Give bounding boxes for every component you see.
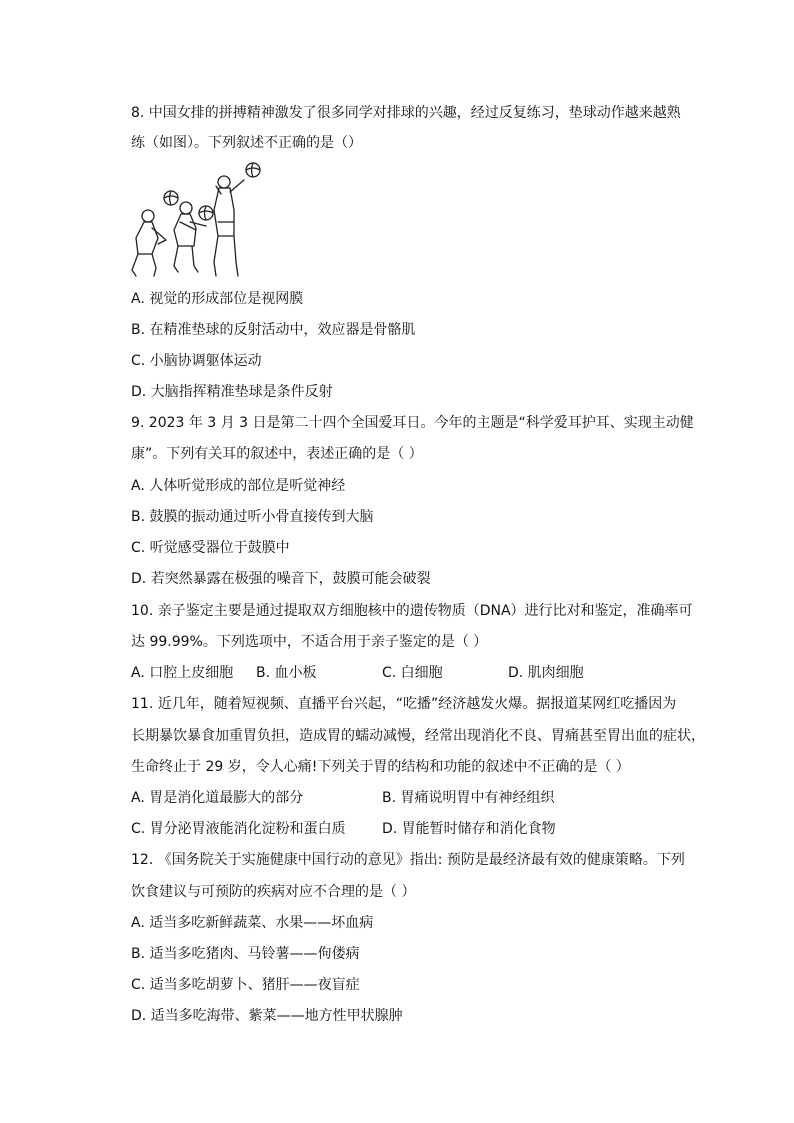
question-9-choice-a: A. 人体听觉形成的部位是听觉神经	[131, 478, 346, 494]
question-8-choice-a: A. 视觉的形成部位是视网膜	[131, 291, 304, 307]
question-10-choice-d: D. 肌肉细胞	[508, 665, 584, 681]
question-10-choice-b: B. 血小板	[256, 665, 317, 681]
question-10-line-2: 达 99.99%。下列选项中，不适合用于亲子鉴定的是（ ）	[131, 634, 488, 650]
question-12-choice-d: D. 适当多吃海带、紫菜——地方性甲状腺肿	[131, 1008, 403, 1024]
question-12-line-1: 12. 《国务院关于实施健康中国行动的意见》指出: 预防是最经济最有效的健康策略。下列	[131, 852, 685, 868]
question-10-choice-a: A. 口腔上皮细胞	[131, 665, 234, 681]
volleyball-icon	[199, 206, 213, 220]
question-9-choice-c: C. 听觉感受器位于鼓膜中	[131, 540, 290, 556]
question-12-choice-a: A. 适当多吃新鲜蔬菜、水果——坏血病	[131, 915, 374, 931]
question-11-choice-c: C. 胃分泌胃液能消化淀粉和蛋白质	[131, 821, 346, 837]
question-10-line-1: 10. 亲子鉴定主要是通过提取双方细胞核中的遗传物质（DNA）进行比对和鉴定，准确率可	[131, 603, 693, 619]
question-9-choice-d: D. 若突然暴露在极强的噪音下，鼓膜可能会破裂	[131, 571, 431, 587]
question-9-line-2: 康”。下列有关耳的叙述中，表述正确的是（ ）	[131, 446, 423, 462]
question-8-line-1: 8. 中国女排的拼搏精神激发了很多同学对排球的兴趣，经过反复练习，垫球动作越来越熟	[131, 105, 681, 121]
question-11-line-3: 生命终止于 29 岁，令人心痛!下列关于胃的结构和功能的叙述中不正确的是（ ）	[131, 759, 630, 775]
question-8-choice-c: C. 小脑协调躯体运动	[131, 353, 262, 369]
volleyball-icon	[246, 163, 260, 177]
question-8-choice-d: D. 大脑指挥精准垫球是条件反射	[131, 384, 333, 400]
question-11-line-2: 长期暴饮暴食加重胃负担，造成胃的蠕动减慢，经常出现消化不良、胃痛甚至胃出血的症状，	[131, 728, 705, 744]
volleyball-players-illustration	[126, 158, 268, 280]
question-11-choice-b: B. 胃痛说明胃中有神经组织	[382, 790, 555, 806]
question-12-line-2: 饮食建议与可预防的疾病对应不合理的是（ ）	[131, 884, 416, 900]
question-12-choice-b: B. 适当多吃猪肉、马铃薯——佝偻病	[131, 946, 360, 962]
question-12-choice-c: C. 适当多吃胡萝卜、猪肝——夜盲症	[131, 977, 360, 993]
question-9-choice-b: B. 鼓膜的振动通过听小骨直接传到大脑	[131, 509, 374, 525]
question-10-choice-c: C. 白细胞	[382, 665, 443, 681]
question-11-choice-a: A. 胃是消化道最膨大的部分	[131, 790, 304, 806]
question-9-line-1: 9. 2023 年 3 月 3 日是第二十四个全国爱耳日。今年的主题是“科学爱耳护耳、实现主动健	[131, 415, 694, 431]
question-11-line-1: 11. 近几年，随着短视频、直播平台兴起，“吃播”经济越发火爆。据报道某网红吃播因为	[131, 696, 677, 712]
question-8-line-2: 练（如图）。下列叙述不正确的是（）	[131, 135, 362, 151]
volleyball-icon	[164, 191, 178, 205]
question-8-choice-b: B. 在精准垫球的反射活动中，效应器是骨骼肌	[131, 322, 416, 338]
question-11-choice-d: D. 胃能暂时储存和消化食物	[382, 821, 556, 837]
